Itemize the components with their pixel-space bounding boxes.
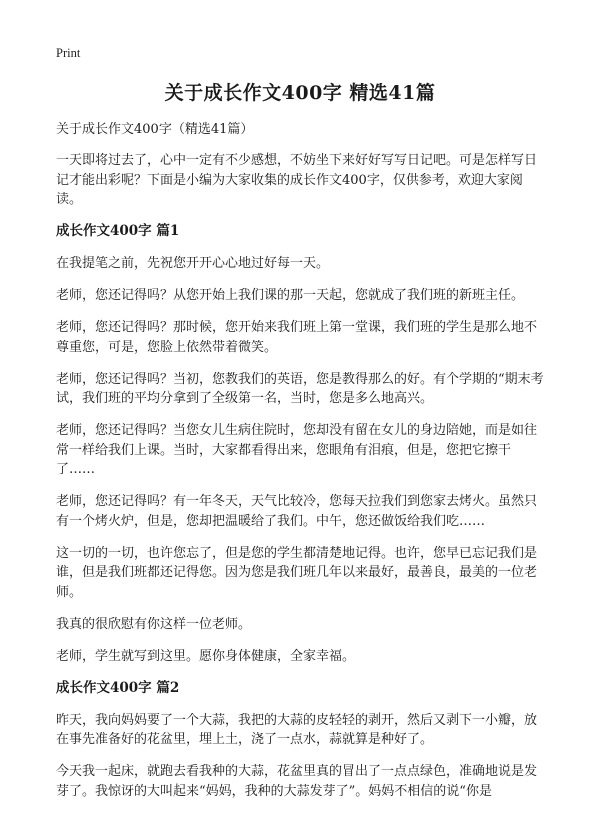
article-body [56,120,544,814]
paragraph: 老师，您还记得吗？当您女儿生病住院时，您却没有留在女儿的身边陪她，而是如往常一样给我们上课。当时，大家都看得出来，您眼角有泪痕，但是，您把它擦干了…… [56,423,538,477]
paragraph: 今天我一起床，就跑去看我种的大蒜，花盆里真的冒出了一点点绿色，准确地说是发芽了。我惊讶的大叫起来“妈妈，我种的大蒜发芽了”。妈妈不相信的说“你是 [56,764,538,799]
print-link[interactable]: Print [56,46,81,60]
page-title: 关于成长作文400字 精选41篇 [164,82,436,104]
paragraph: 我真的很欣慰有你这样一位老师。 [56,616,252,632]
paragraph: 老师，您还记得吗？有一年冬天，天气比较冷，您每天拉我们到您家去烤火。虽然只有一个烤火炉，但是，您却把温暖给了我们。中午，您还做饭给我们吃…… [56,494,538,529]
paragraph: 老师，您还记得吗？从您开始上我们课的那一天起，您就成了我们班的新班主任。 [56,288,525,303]
paragraph: 老师，您还记得吗？那时候，您开始来我们班上第一堂课，我们班的学生是那么地不尊重您，可是，您脸上依然带着微笑。 [56,320,538,355]
paragraph: 这一切的一切，也许您忘了，但是您的学生都清楚地记得。也许，您早已忘记我们是谁，但是我们班都还记得您。因为您是我们班几年以来最好，最善良，最美的一位老师。 [56,545,538,600]
paragraph: 老师，您还记得吗？当初，您教我们的英语，您是教得那么的好。有个学期的“期末考试，我们班的平均分拿到了全级第一名，当时，您是多么地高兴。 [56,371,544,406]
section-heading: 成长作文400字 篇2 [56,679,180,696]
article-subtitle: 关于成长作文400字（精选41篇） [56,122,254,137]
section-heading: 成长作文400字 篇1 [56,223,180,239]
paragraph: 老师，学生就写到这里。愿你身体健康，全家幸福。 [56,648,356,664]
paragraph: 昨天，我向妈妈要了一个大蒜，我把的大蒜的皮轻轻的剥开，然后又剥下一小瓣，放在事先准备好的花盆里，埋上土，浇了一点水，蒜就算是种好了。 [56,712,538,747]
paragraph: 在我提笔之前，先祝您开开心心地过好每一天。 [56,256,330,271]
intro-paragraph: 一天即将过去了，心中一定有不少感想，不妨坐下来好好写写日记吧。可是怎样写日记才能出彩呢？下面是小编为大家收集的成长作文400字，仅供参考，欢迎大家阅读。 [56,153,538,207]
